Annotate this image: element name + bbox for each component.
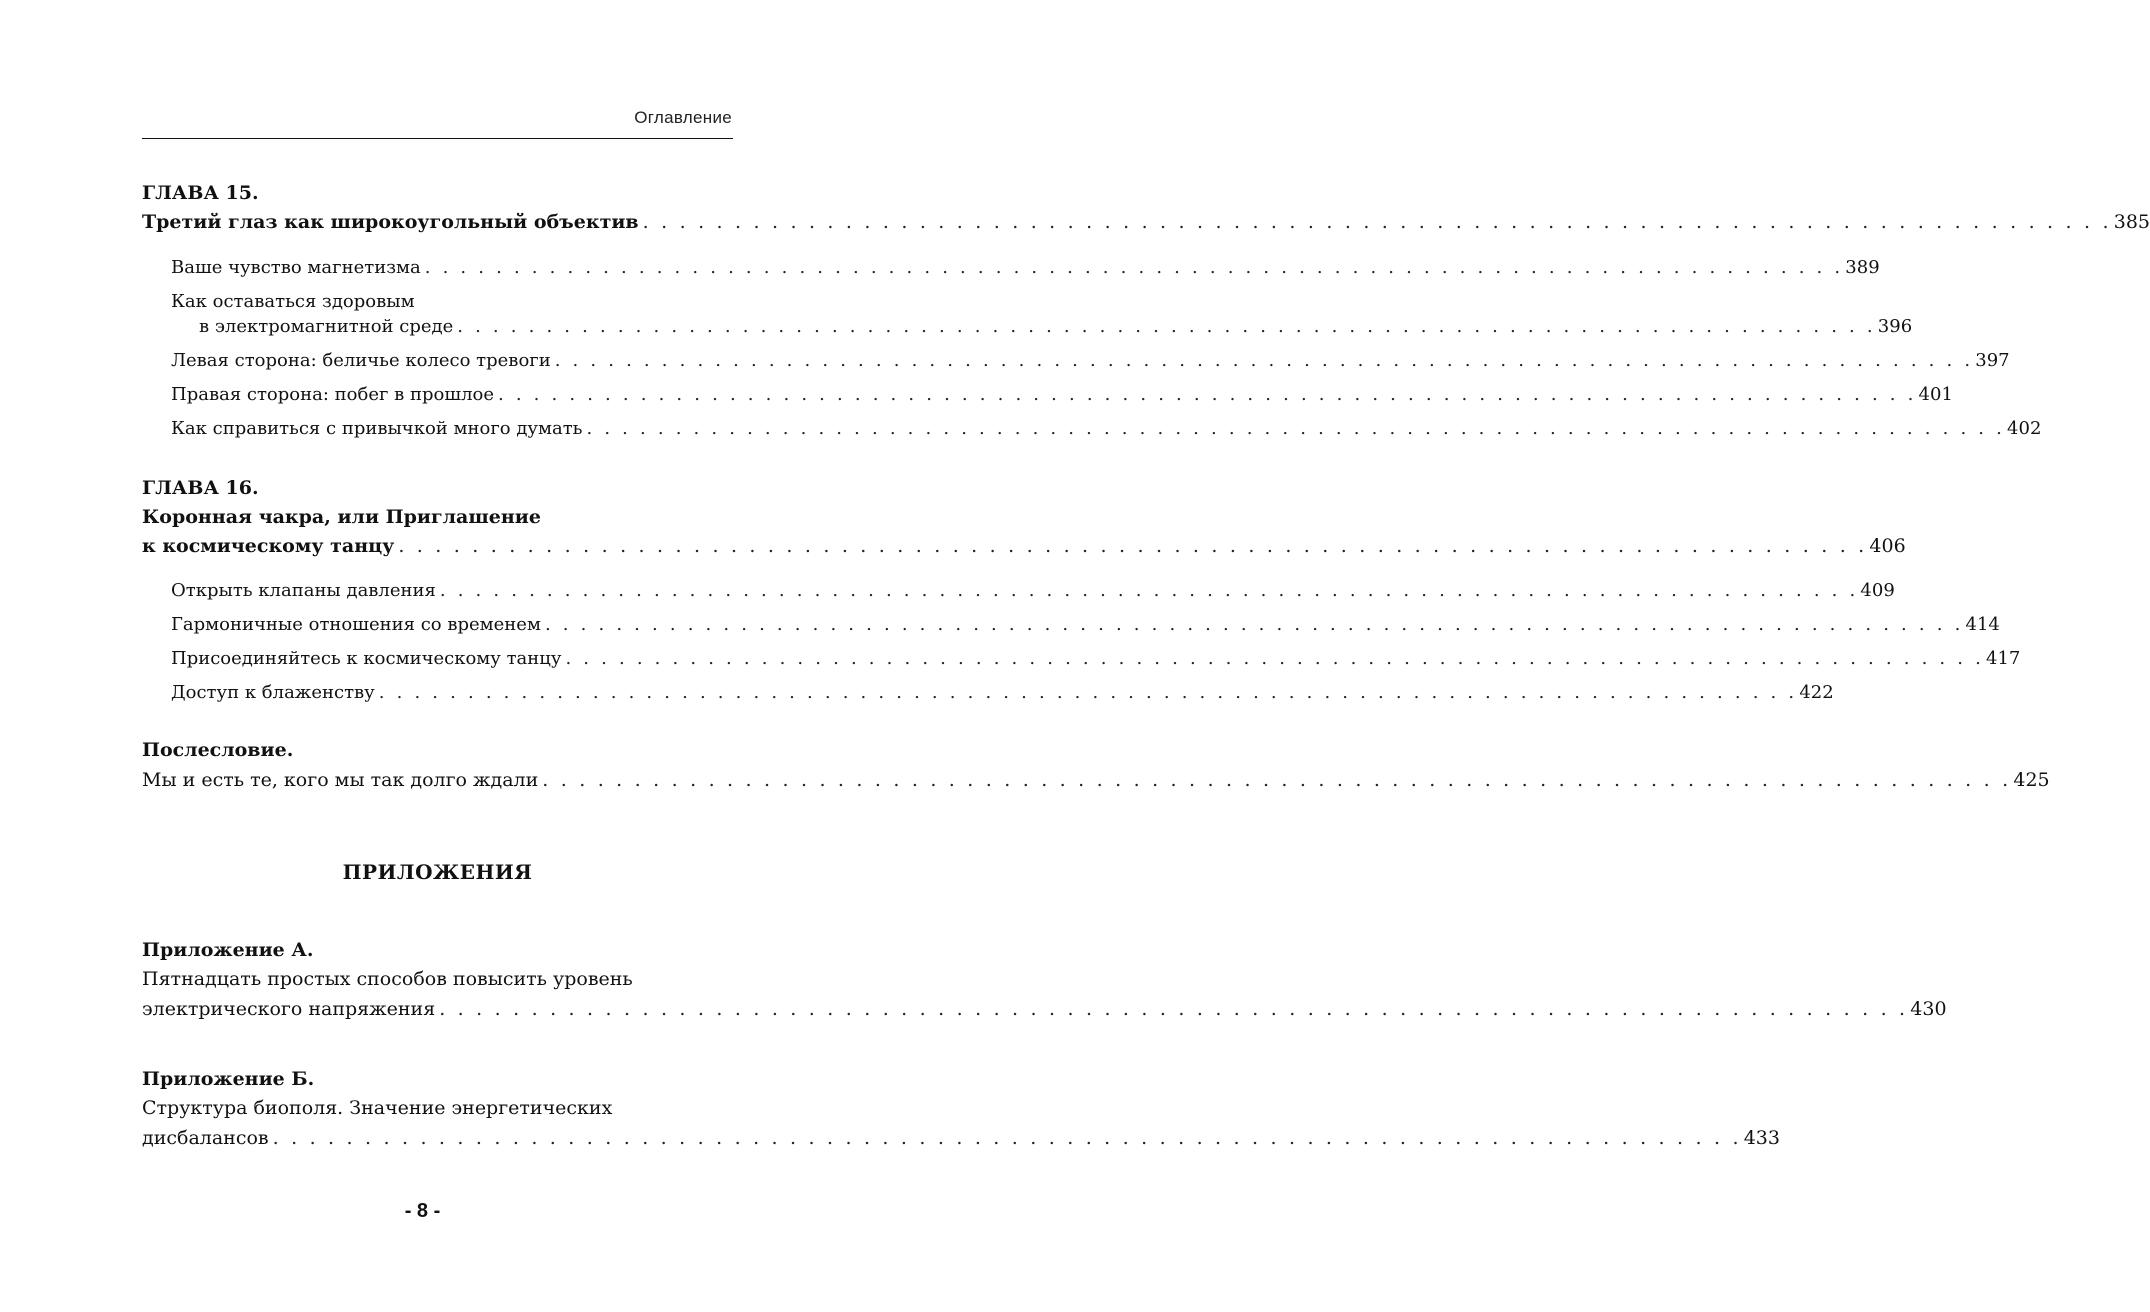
leader-dots: . . . . . . . . . . . . . . . . . . . . . . . . . . . . . . . . . . . . . . . . . . . . . . . . . . . . . . . . . . . . . . . . . . . . . . . . . . . . . . . . bbox=[424, 257, 1844, 278]
toc-entry-chapter-16[interactable] bbox=[142, 534, 1906, 558]
leader-dots: . . . . . . . . . . . . . . . . . . . . . . . . . . . . . . . . . . . . . . . . . . . . . . . . . . . . . . . . . . . . . . . . . . . . . . . . . . . . . . . . bbox=[586, 418, 2006, 439]
running-header: Оглавление bbox=[634, 108, 732, 127]
leader-dots: . . . . . . . . . . . . . . . . . . . . . . . . . . . . . . . . . . . . . . . . . . . . . . . . . . . . . . . . . . . . . . . . . . . . . . . . . . . . . . . . bbox=[272, 1127, 1742, 1149]
toc-entry-appendix-a[interactable]: электрического напряжения . . . . . . . . . . . . . . . . . . . . . . . . . . . . . . . . . . . . . . . . . . . . . . . . . . . . . . . . . . . . . . . . . . . . . . . . . . . . . . . . 430 bbox=[142, 998, 1947, 1020]
toc-entry[interactable]: Как справиться с привычкой много думать . . . . . . . . . . . . . . . . . . . . . . . . . . . . . . . . . . . . . . . . . . . . . . . . . . . . . . . . . . . . . . . . . . . . . . . . . . . . . . . . 402 bbox=[171, 418, 2042, 439]
page-number: 433 bbox=[1743, 1127, 1780, 1149]
leader-dots: . . . . . . . . . . . . . . . . . . . . . . . . . . . . . . . . . . . . . . . . . . . . . . . . . . . . . . . . . . . . . . . . . . . . . . . . . . . . . . . . bbox=[544, 614, 1964, 635]
toc-entry[interactable]: Правая сторона: побег в прошлое . . . . . . . . . . . . . . . . . . . . . . . . . . . . . . . . . . . . . . . . . . . . . . . . . . . . . . . . . . . . . . . . . . . . . . . . . . . . . . . . 401 bbox=[171, 384, 1953, 405]
leader-dots: . . . . . . . . . . . . . . . . . . . . . . . . . . . . . . . . . . . . . . . . . . . . . . . . . . . . . . . . . . . . . . . . . . . . . . . . . . . . . . . . bbox=[542, 769, 2012, 791]
leader-dots: . . . . . . . . . . . . . . . . . . . . . . . . . . . . . . . . . . . . . . . . . . . . . . . . . . . . . . . . . . . . . . . . . . . . . . . . . . . . . . . . bbox=[554, 350, 1974, 371]
toc-entry-afterword[interactable]: Мы и есть те, кого мы так долго ждали . . . . . . . . . . . . . . . . . . . . . . . . . . . . . . . . . . . . . . . . . . . . . . . . . . . . . . . . . . . . . . . . . . . . . . . . . . . . . . . . 425 bbox=[142, 769, 2050, 791]
page-number: 417 bbox=[1986, 648, 2021, 669]
toc-entry[interactable]: Присоединяйтесь к космическому танцу . . . . . . . . . . . . . . . . . . . . . . . . . . . . . . . . . . . . . . . . . . . . . . . . . . . . . . . . . . . . . . . . . . . . . . . . . . . . . . . . 417 bbox=[171, 648, 2021, 669]
chapter-15-label: ГЛАВА 15. bbox=[142, 182, 259, 204]
toc-entry-appendix-b[interactable]: дисбалансов . . . . . . . . . . . . . . . . . . . . . . . . . . . . . . . . . . . . . . . . . . . . . . . . . . . . . . . . . . . . . . . . . . . . . . . . . . . . . . . . 433 bbox=[142, 1127, 1780, 1149]
leader-dots: . . . . . . . . . . . . . . . . . . . . . . . . . . . . . . . . . . . . . . . . . . . . . . . . . . . . . . . . . . . . . . . . . . . . . . . . . . . . . . . . bbox=[642, 211, 2112, 233]
appendix-a-label: Приложение А. bbox=[142, 939, 314, 961]
toc-entry[interactable]: в электромагнитной среде . . . . . . . . . . . . . . . . . . . . . . . . . . . . . . . . . . . . . . . . . . . . . . . . . . . . . . . . . . . . . . . . . . . . . . . . . . . . . . . . 396 bbox=[199, 316, 1913, 337]
leader-dots: . . . . . . . . . . . . . . . . . . . . . . . . . . . . . . . . . . . . . . . . . . . . . . . . . . . . . . . . . . . . . . . . . . . . . . . . . . . . . . . . bbox=[378, 682, 1798, 703]
leader-dots: . . . . . . . . . . . . . . . . . . . . . . . . . . . . . . . . . . . . . . . . . . . . . . . . . . . . . . . . . . . . . . . . . . . . . . . . . . . . . . . . bbox=[498, 384, 1917, 405]
page-number: 401 bbox=[1918, 384, 1953, 405]
appendix-a-title-line1[interactable]: Пятнадцать простых способов повысить уровень bbox=[142, 968, 633, 990]
page-number: 422 bbox=[1799, 682, 1834, 703]
appendices-heading: ПРИЛОЖЕНИЯ bbox=[342, 860, 533, 884]
chapter-16-title-line1[interactable]: Коронная чакра, или Приглашение bbox=[142, 506, 541, 528]
header-rule bbox=[142, 138, 733, 139]
toc-entry[interactable]: Гармоничные отношения со временем . . . . . . . . . . . . . . . . . . . . . . . . . . . . . . . . . . . . . . . . . . . . . . . . . . . . . . . . . . . . . . . . . . . . . . . . . . . . . . . . 414 bbox=[171, 614, 2000, 635]
appendix-b-label: Приложение Б. bbox=[142, 1068, 315, 1090]
leader-dots: . . . . . . . . . . . . . . . . . . . . . . . . . . . . . . . . . . . . . . . . . . . . . . . . . . . . . . . . . . . . . . . . . . . . . . . . . . . . . . . . bbox=[439, 580, 1859, 601]
page-number: 397 bbox=[1975, 350, 2010, 371]
chapter-16-label: ГЛАВА 16. bbox=[142, 477, 259, 499]
page-number: 409 bbox=[1860, 580, 1895, 601]
page-number: 406 bbox=[1869, 535, 1906, 557]
page-number: 389 bbox=[1845, 257, 1880, 278]
leader-dots: . . . . . . . . . . . . . . . . . . . . . . . . . . . . . . . . . . . . . . . . . . . . . . . . . . . . . . . . . . . . . . . . . . . . . . . . . . . . . . . . bbox=[439, 998, 1909, 1020]
chapter-15-title: Третий глаз как широкоугольный объектив bbox=[142, 211, 639, 233]
toc-entry[interactable]: Ваше чувство магнетизма . . . . . . . . . . . . . . . . . . . . . . . . . . . . . . . . . . . . . . . . . . . . . . . . . . . . . . . . . . . . . . . . . . . . . . . . . . . . . . . . 389 bbox=[171, 257, 1880, 278]
leader-dots: . . . . . . . . . . . . . . . . . . . . . . . . . . . . . . . . . . . . . . . . . . . . . . . . . . . . . . . . . . . . . . . . . . . . . . . . . . . . . . . . bbox=[398, 535, 1868, 557]
toc-entry[interactable]: Доступ к блаженству . . . . . . . . . . . . . . . . . . . . . . . . . . . . . . . . . . . . . . . . . . . . . . . . . . . . . . . . . . . . . . . . . . . . . . . . . . . . . . . . 422 bbox=[171, 682, 1834, 703]
afterword-label: Послесловие. bbox=[142, 739, 294, 761]
chapter-16-title-line2: к космическому танцу bbox=[142, 535, 395, 557]
page-number: 402 bbox=[2007, 418, 2042, 439]
page-number-footer: - 8 - bbox=[404, 1200, 441, 1222]
toc-entry[interactable]: Открыть клапаны давления . . . . . . . . . . . . . . . . . . . . . . . . . . . . . . . . . . . . . . . . . . . . . . . . . . . . . . . . . . . . . . . . . . . . . . . . . . . . . . . . 409 bbox=[171, 580, 1895, 601]
page-number: 430 bbox=[1910, 998, 1947, 1020]
leader-dots: . . . . . . . . . . . . . . . . . . . . . . . . . . . . . . . . . . . . . . . . . . . . . . . . . . . . . . . . . . . . . . . . . . . . . . . . . . . . . . . . bbox=[565, 648, 1985, 669]
toc-entry[interactable]: Левая сторона: беличье колесо тревоги . . . . . . . . . . . . . . . . . . . . . . . . . . . . . . . . . . . . . . . . . . . . . . . . . . . . . . . . . . . . . . . . . . . . . . . . . . . . . . . . 397 bbox=[171, 350, 2010, 371]
page-number: 385 bbox=[2113, 211, 2150, 233]
page-number: 414 bbox=[1965, 614, 2000, 635]
toc-entry-chapter-15[interactable] bbox=[142, 210, 2150, 234]
toc-entry-line1[interactable]: Как оставаться здоровым bbox=[171, 291, 415, 312]
page-number: 396 bbox=[1877, 316, 1913, 337]
appendix-b-title-line1[interactable]: Структура биополя. Значение энергетических bbox=[142, 1097, 613, 1119]
page-number: 425 bbox=[2013, 769, 2050, 791]
leader-dots: . . . . . . . . . . . . . . . . . . . . . . . . . . . . . . . . . . . . . . . . . . . . . . . . . . . . . . . . . . . . . . . . . . . . . . . . . . . . . . . . bbox=[457, 316, 1876, 337]
